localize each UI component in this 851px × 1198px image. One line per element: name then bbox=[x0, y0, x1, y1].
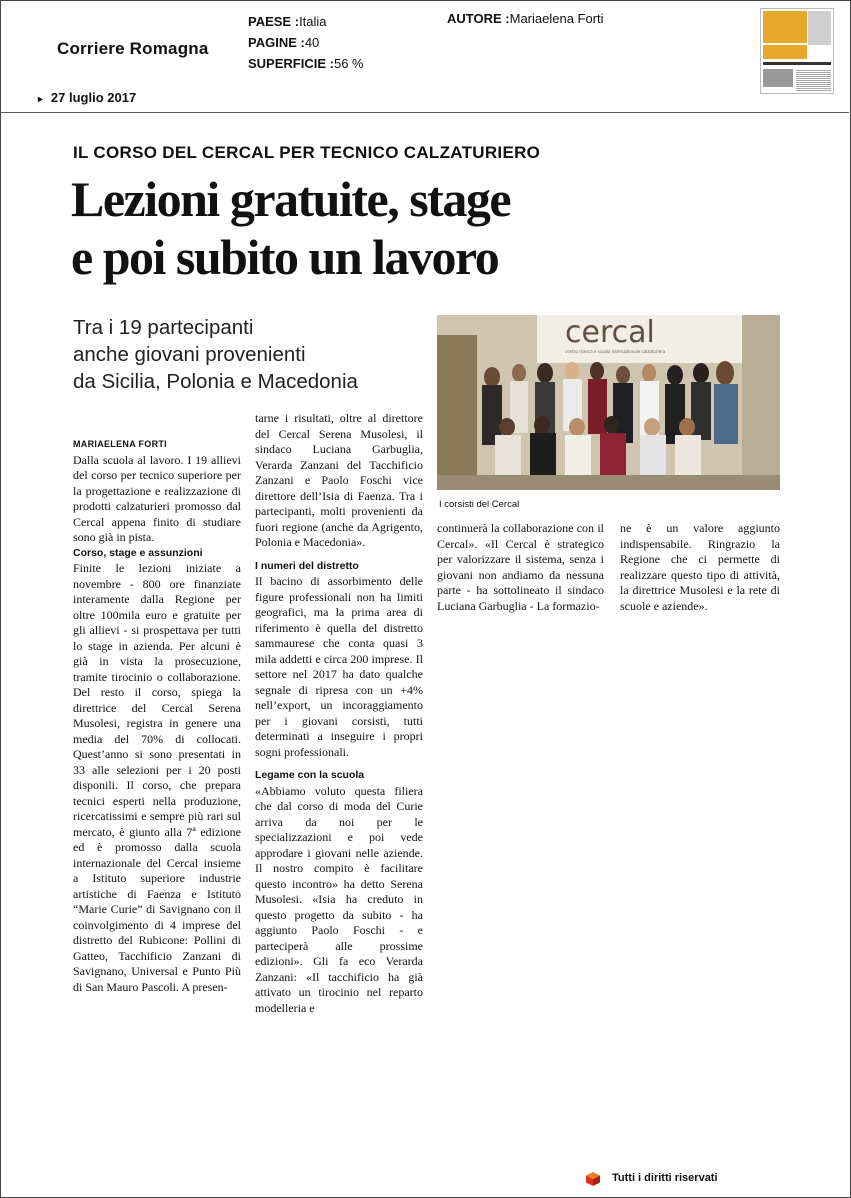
body-paragraph: tarne i risultati, oltre al direttore del Cercal Serena Musolesi, il sindaco Luciana Garbuglia, Verarda Zanzani del Tacchificio Zanzani e Paolo Foschi vice direttore dell’Isia di Faenza. Tra i partecipanti, molti provenienti da fuori regione (anche da Agrigento, Polonia e Macedonia». bbox=[255, 411, 423, 549]
paese-value: Italia bbox=[299, 14, 327, 29]
subtitle-line: anche giovani provenienti bbox=[73, 343, 306, 366]
article-column-3 bbox=[437, 521, 604, 614]
superficie-row bbox=[248, 53, 364, 74]
body-paragraph: continuerà la collaborazione con il Cercal». «Il Cercal è strategico per valorizzare il sistema, senza i giovani non andiamo da nessuna parte - ha sottolineato il sindaco Luciana Garbuglia - La formazio- bbox=[437, 521, 604, 613]
header-divider bbox=[0, 112, 849, 113]
article-photo bbox=[437, 315, 780, 490]
subtitle-line: Tra i 19 partecipanti bbox=[73, 316, 254, 339]
article-column-1 bbox=[73, 437, 241, 995]
photo-caption: I corsisti del Cercal bbox=[439, 499, 520, 510]
thumb-block bbox=[808, 11, 831, 45]
pagine-label: PAGINE : bbox=[248, 35, 305, 50]
article-column-2 bbox=[255, 411, 423, 1016]
photo-sign-subtext: centro ricerca e scuola internazionale calzaturiera bbox=[565, 349, 666, 354]
thumb-block bbox=[763, 45, 807, 59]
paese-label: PAESE : bbox=[248, 14, 300, 29]
article-column-4 bbox=[620, 521, 780, 614]
autore-value: Mariaelena Forti bbox=[509, 11, 604, 26]
autore-label: AUTORE : bbox=[447, 11, 510, 26]
thumb-block bbox=[763, 69, 793, 87]
article-title bbox=[71, 170, 510, 286]
body-paragraph: «Abbiamo voluto questa filiera che dal corso di moda del Curie arriva da noi per le specializzazioni e poi vede approdare i giovani nelle aziende. Il nostro compito è facilitare questo incontro» ha detto Serena Musolesi. «Isia ha creduto in questo progetto da subito - ha aggiunto Paolo Foschi - e parteciperà alle prossime edizioni». Gli fa eco Verarda Zanzani: «Il tacchificio ha già attivato un tirocinio nel reparto modelleria e bbox=[255, 783, 423, 1015]
title-line: e poi subito un lavoro bbox=[71, 229, 499, 285]
superficie-value: 56 % bbox=[333, 56, 364, 71]
subtitle-line: da Sicilia, Polonia e Macedonia bbox=[73, 370, 358, 393]
group-photo-illustration bbox=[437, 315, 780, 490]
press-meta bbox=[248, 11, 364, 74]
date-row bbox=[36, 90, 136, 105]
photo-sign-text: cercal bbox=[565, 315, 655, 350]
subheading: I numeri del distretto bbox=[255, 559, 359, 572]
subheading: Legame con la scuola bbox=[255, 769, 365, 781]
cube-logo-icon bbox=[586, 1172, 600, 1186]
superficie-label: SUPERFICIE : bbox=[248, 56, 334, 71]
thumb-block bbox=[763, 11, 807, 43]
body-paragraph: Finite le lezioni iniziate a novembre - 800 ore finanziate interamente dalla Regione per oltre 100mila euro e gratuite per gli allievi - si prospettava per tutti lo stage in azienda. Per alcuni è già in vista la prosecuzione, tramite tirocinio o collaborazione. Del resto il corso, spiega la direttrice del Cercal Serena Musolesi, registra in genere una media del 70% di collocati. Quest’anno si sono presentati in 33 alle selezioni per i 20 posti disponili. Il corso, che prepara tecnici esperti nella produzione, ricercatissimi e sempre più rari sul mercato, è giunto alla 7ª edizione ed è promosso dalla scuola internazionale del Cercal insieme a Istituto superiore industrie artistiche di Faenza e Istituto “Marie Curie” di Savignano con il coinvolgimento di 4 imprese del distretto del Rubicone: Pollini di Gatteo, Tacchificio Zanzani di Savignano, Universal e Punto Più di San Mauro Pascoli. A presen- bbox=[73, 561, 241, 994]
body-paragraph: Il bacino di assorbimento delle figure professionali non ha limiti geografici, ma la prima area di riferimento è quella del distretto sammaurese che conta quasi 3 mila addetti e circa 200 imprese. Il settore nel 2017 ha dato qualche segnale di ripresa con un +4% nell’export, un incoraggiamento per i giovani corsisti, tutti determinati a inseguire i propri sogni professionali. bbox=[255, 574, 423, 759]
body-paragraph: ne è un valore aggiunto indispensabile. Ringrazio la Regione che ci permette di realizzare questo tipo di attività, la direttrice Musolesi e la rete di scuole e aziende». bbox=[620, 521, 780, 613]
triangle-bullet-icon: ► bbox=[36, 94, 45, 104]
intro-paragraph: Dalla scuola al lavoro. I 19 allievi del corso per tecnico superiore per la progettazione e realizzazione di prodotti calzaturieri promosso dal Cercal appena finito di studiare sono già in pista. bbox=[73, 452, 241, 544]
pagine-row bbox=[248, 32, 364, 53]
thumb-block bbox=[796, 69, 831, 91]
paese-row bbox=[248, 11, 364, 32]
publication-name: Corriere Romagna bbox=[57, 39, 209, 58]
page-thumbnail[interactable] bbox=[760, 8, 834, 94]
thumb-block bbox=[763, 62, 831, 65]
publication-date: 27 luglio 2017 bbox=[50, 90, 137, 105]
title-line: Lezioni gratuite, stage bbox=[71, 171, 511, 227]
byline: MARIAELENA FORTI bbox=[73, 439, 167, 449]
article-kicker: IL CORSO DEL CERCAL PER TECNICO CALZATURIERO bbox=[73, 143, 541, 162]
author-row bbox=[447, 11, 604, 26]
rights-notice: Tutti i diritti riservati bbox=[612, 1172, 718, 1184]
article-subtitle bbox=[73, 314, 358, 395]
subheading: Corso, stage e assunzioni bbox=[73, 546, 203, 559]
pagine-value: 40 bbox=[304, 35, 320, 50]
